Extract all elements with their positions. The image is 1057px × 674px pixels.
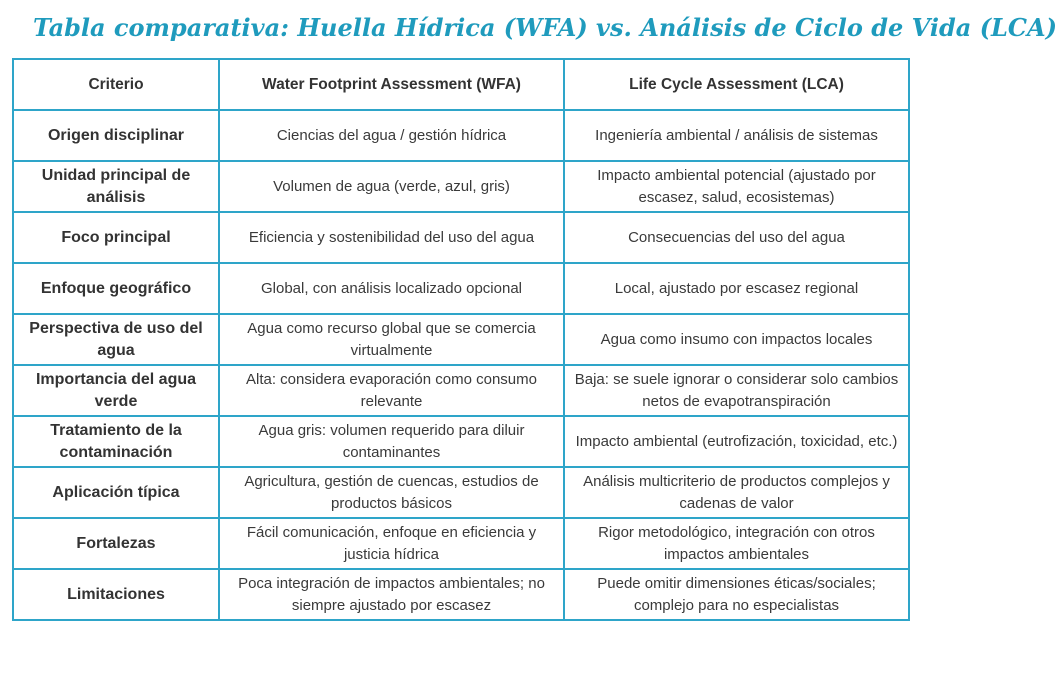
page-title: Tabla comparativa: Huella Hídrica (WFA) vs. Análisis de Ciclo de Vida (LCA) [33,13,1057,42]
lca-cell: Ingeniería ambiental / análisis de sistemas [564,110,909,161]
criterio-cell: Enfoque geográfico [13,263,219,314]
criterio-cell: Tratamiento de la contaminación [13,416,219,467]
wfa-cell: Alta: considera evaporación como consumo relevante [219,365,564,416]
criterio-cell: Importancia del agua verde [13,365,219,416]
wfa-cell: Ciencias del agua / gestión hídrica [219,110,564,161]
lca-cell: Impacto ambiental potencial (ajustado por escasez, salud, ecosistemas) [564,161,909,212]
wfa-cell: Volumen de agua (verde, azul, gris) [219,161,564,212]
lca-cell: Baja: se suele ignorar o considerar solo cambios netos de evapotranspiración [564,365,909,416]
lca-cell: Impacto ambiental (eutrofización, toxicidad, etc.) [564,416,909,467]
table-row [13,365,909,416]
lca-cell: Rigor metodológico, integración con otros impactos ambientales [564,518,909,569]
criterio-cell: Limitaciones [13,569,219,620]
table-row [13,314,909,365]
comparison-table [12,58,910,621]
table-row [13,569,909,620]
wfa-cell: Eficiencia y sostenibilidad del uso del agua [219,212,564,263]
criterio-cell: Origen disciplinar [13,110,219,161]
wfa-cell: Agua como recurso global que se comercia virtualmente [219,314,564,365]
table-row [13,110,909,161]
header-criterio: Criterio [13,59,219,110]
table-row [13,263,909,314]
lca-cell: Análisis multicriterio de productos complejos y cadenas de valor [564,467,909,518]
table-row [13,212,909,263]
wfa-cell: Poca integración de impactos ambientales; no siempre ajustado por escasez [219,569,564,620]
wfa-cell: Agricultura, gestión de cuencas, estudios de productos básicos [219,467,564,518]
criterio-cell: Aplicación típica [13,467,219,518]
header-lca: Life Cycle Assessment (LCA) [564,59,909,110]
criterio-cell: Perspectiva de uso del agua [13,314,219,365]
lca-cell: Agua como insumo con impactos locales [564,314,909,365]
header-wfa: Water Footprint Assessment (WFA) [219,59,564,110]
table-header-row [13,59,909,110]
criterio-cell: Fortalezas [13,518,219,569]
lca-cell: Local, ajustado por escasez regional [564,263,909,314]
table-row [13,416,909,467]
table-row [13,518,909,569]
criterio-cell: Unidad principal de análisis [13,161,219,212]
table-row [13,161,909,212]
wfa-cell: Fácil comunicación, enfoque en eficiencia y justicia hídrica [219,518,564,569]
criterio-cell: Foco principal [13,212,219,263]
table-row [13,467,909,518]
wfa-cell: Agua gris: volumen requerido para diluir contaminantes [219,416,564,467]
lca-cell: Consecuencias del uso del agua [564,212,909,263]
wfa-cell: Global, con análisis localizado opcional [219,263,564,314]
lca-cell: Puede omitir dimensiones éticas/sociales; complejo para no especialistas [564,569,909,620]
